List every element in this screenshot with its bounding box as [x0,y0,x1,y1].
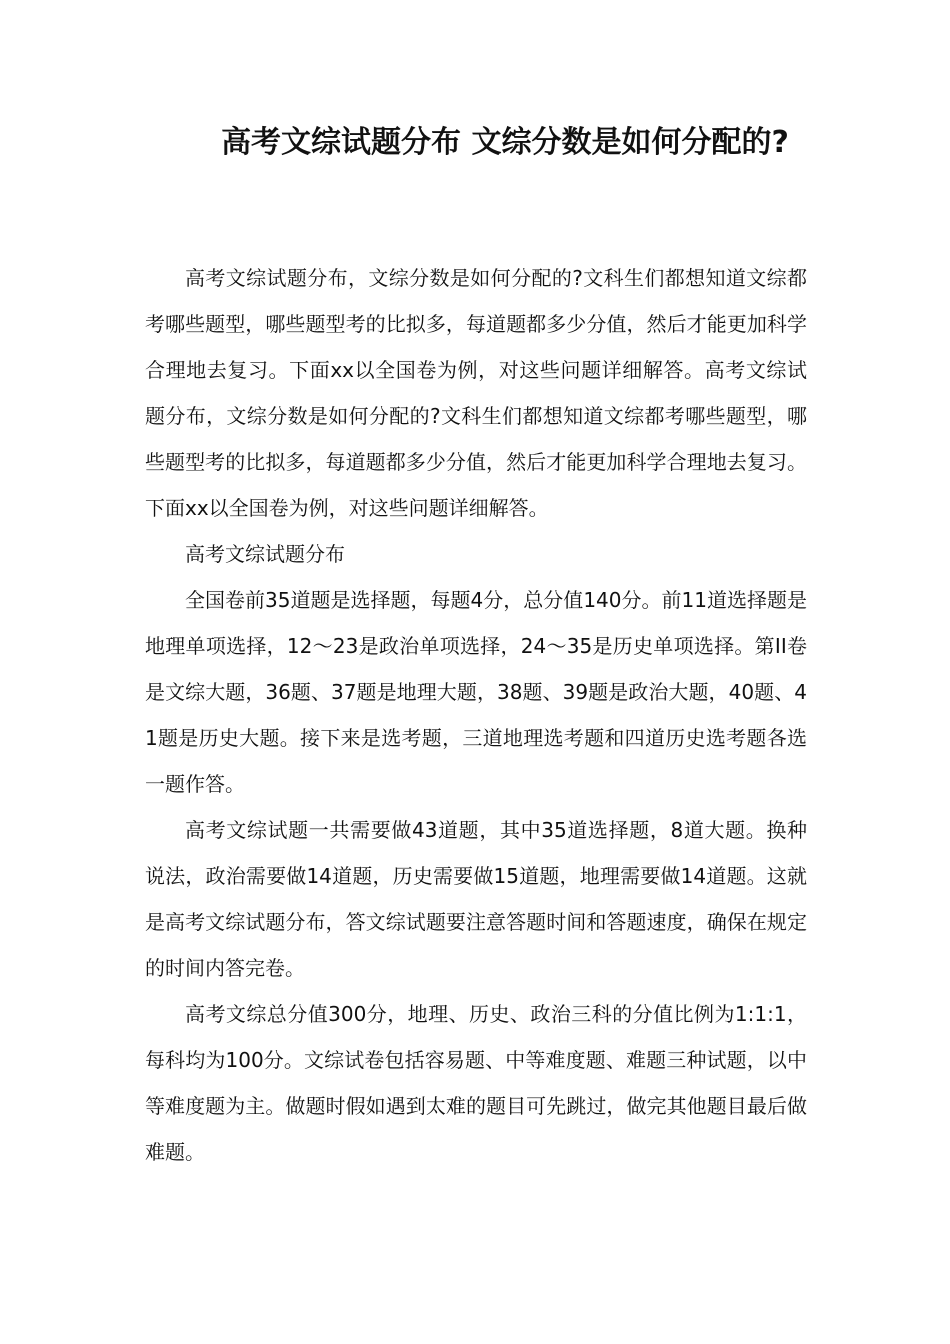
question-distribution-paragraph: 全国卷前35道题是选择题，每题4分，总分值140分。前11道选择题是地理单项选择，12～23是政治单项选择，24～35是历史单项选择。第II卷是文综大题，36题、37题是地理大题，38题、39题是政治大题，40题、41题是历史大题。接下来是选考题，三道地理选考题和四道历史选考题各选一题作答。 [145,588,807,796]
intro-paragraph: 高考文综试题分布，文综分数是如何分配的?文科生们都想知道文综都考哪些题型，哪些题型考的比拟多，每道题都多少分值，然后才能更加科学合理地去复习。下面xx以全国卷为例，对这些问题详细解答。高考文综试题分布，文综分数是如何分配的?文科生们都想知道文综都考哪些题型，哪些题型考的比拟多，每道题都多少分值，然后才能更加科学合理地去复习。下面xx以全国卷为例，对这些问题详细解答。 [145,266,807,520]
score-distribution-paragraph: 高考文综总分值300分，地理、历史、政治三科的分值比例为1:1:1，每科均为100分。文综试卷包括容易题、中等难度题、难题三种试题，以中等难度题为主。做题时假如遇到太难的题目可先跳过，做完其他题目最后做难题。 [145,1002,807,1164]
section-heading: 高考文综试题分布 [185,542,345,566]
question-count-paragraph: 高考文综试题一共需要做43道题，其中35道选择题，8道大题。换种说法，政治需要做14道题，历史需要做15道题，地理需要做14道题。这就是高考文综试题分布，答文综试题要注意答题时间和答题速度，确保在规定的时间内答完卷。 [145,818,807,980]
document-body [145,255,807,1175]
document-title: 高考文综试题分布 文综分数是如何分配的? [221,125,789,160]
